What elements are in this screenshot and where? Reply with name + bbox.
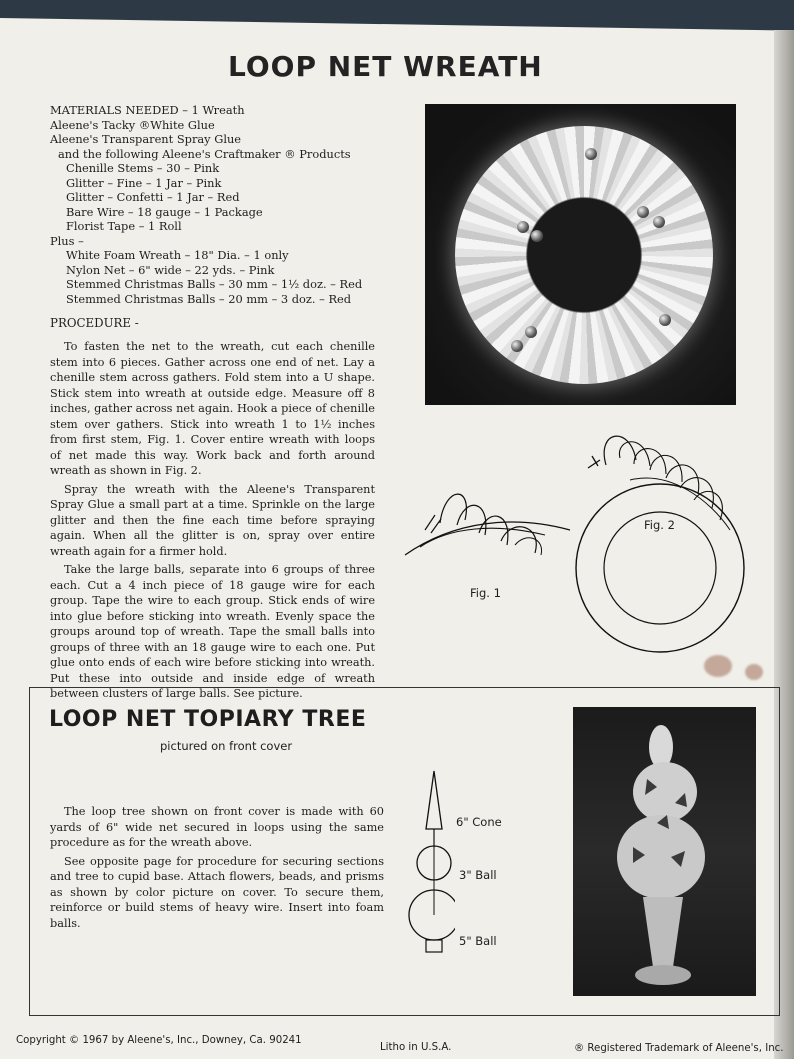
material-item: Plus – [50, 233, 84, 248]
stain-mark [745, 664, 763, 680]
material-item: Stemmed Christmas Balls – 30 mm – 1½ doz. – Red [66, 277, 363, 291]
topiary-paragraph: The loop tree shown on front cover is made with 60 yards of 6" wide net secured in loops using the same procedure as for the wreath above. [50, 805, 384, 849]
material-item: Chenille Stems – 30 – Pink [66, 161, 220, 175]
material-item: Glitter – Fine – 1 Jar – Pink [66, 175, 222, 190]
material-item: Florist Tape – 1 Roll [66, 219, 182, 233]
material-item: Glitter – Confetti – 1 Jar – Red [66, 190, 240, 204]
material-item: Aleene's Tacky ®White Glue [50, 117, 215, 132]
materials-list [50, 103, 362, 306]
procedure-paragraph: To fasten the net to the wreath, cut each chenille stem into 6 pieces. Gather across one end of net. Lay a chenille stem across gathers. Fold stem into a U shape. Stick stem into wreath at outside edge. Measure off 8 inches, gather across net again. Hook a piece of chenille stem over gathers. Stick into wreath 1 to 1½ inches from first stem, Fig. 1. Cover entire wreath with loops of net made this way. Work back and forth around wreath as shown in Fig. 2. [50, 340, 375, 477]
material-item: Nylon Net – 6" wide – 22 yds. – Pink [66, 262, 275, 277]
topiary-photo [573, 707, 756, 996]
ornament-ball [637, 206, 649, 218]
wreath-photo [425, 104, 736, 405]
material-item: MATERIALS NEEDED – 1 Wreath [50, 103, 245, 117]
procedure-text [50, 339, 375, 705]
ornament-ball [659, 314, 671, 326]
ornament-ball [585, 148, 597, 160]
topiary-text [50, 804, 384, 934]
stain-mark [704, 655, 732, 677]
topiary-image [573, 707, 756, 996]
material-item: Aleene's Transparent Spray Glue [50, 132, 242, 146]
ornament-ball [525, 326, 537, 338]
material-item: White Foam Wreath – 18" Dia. – 1 only [66, 248, 289, 262]
ornament-ball [653, 216, 665, 228]
ornament-ball [517, 221, 529, 233]
fig1-drawing [395, 415, 575, 595]
fig2-label: Fig. 2 [644, 518, 675, 532]
procedure-heading: PROCEDURE - [50, 316, 139, 330]
procedure-paragraph: Take the large balls, separate into 6 groups of three each. Cut a 4 inch piece of 18 gauge wire for each group. Tape the wire to each group. Stick ends of wire into glue before sticking into wreath. Evenly space the groups around top of wreath. Tape the small balls into groups of three with an 18 gauge wire to each one. Put glue onto ends of each wire before sticking into wreath. Put these into outside and inside edge of wreath between clusters of large balls. See picture. [50, 563, 375, 700]
trademark-note: ® Registered Trademark of Aleene's, Inc. [574, 1043, 784, 1054]
large-ball-label: 5" Ball [459, 934, 497, 948]
wreath-image [455, 126, 713, 384]
ornament-ball [511, 340, 523, 352]
material-item: Stemmed Christmas Balls – 20 mm – 3 doz. – Red [66, 291, 352, 306]
tree-diagram [405, 765, 455, 965]
topiary-paragraph: See opposite page for procedure for securing sections and tree to cupid base. Attach flowers, beads, and prisms as shown by color picture on cover. To secure them, reinforce or build stems of heavy wire. Insert into foam balls. [50, 854, 384, 930]
copyright: Copyright © 1967 by Aleene's, Inc., Downey, Ca. 90241 [16, 1035, 302, 1046]
procedure-paragraph: Spray the wreath with the Aleene's Transparent Spray Glue a small part at a time. Sprinkle on the large glitter and then the fine each time before spraying again. When all the glitter is on, spray over entire wreath again for a firmer hold. [50, 482, 375, 558]
litho-note: Litho in U.S.A. [380, 1042, 452, 1053]
fig2-drawing [570, 420, 755, 675]
topiary-title: LOOP NET TOPIARY TREE [49, 707, 367, 732]
topiary-subtitle: pictured on front cover [160, 739, 293, 753]
small-ball-label: 3" Ball [459, 868, 497, 882]
page-title: LOOP NET WREATH [228, 50, 543, 83]
cone-label: 6" Cone [456, 815, 502, 829]
material-item: and the following Aleene's Craftmaker ® Products [58, 146, 351, 161]
material-item: Bare Wire – 18 gauge – 1 Package [66, 204, 263, 219]
fig1-label: Fig. 1 [470, 586, 501, 600]
ornament-ball [531, 230, 543, 242]
